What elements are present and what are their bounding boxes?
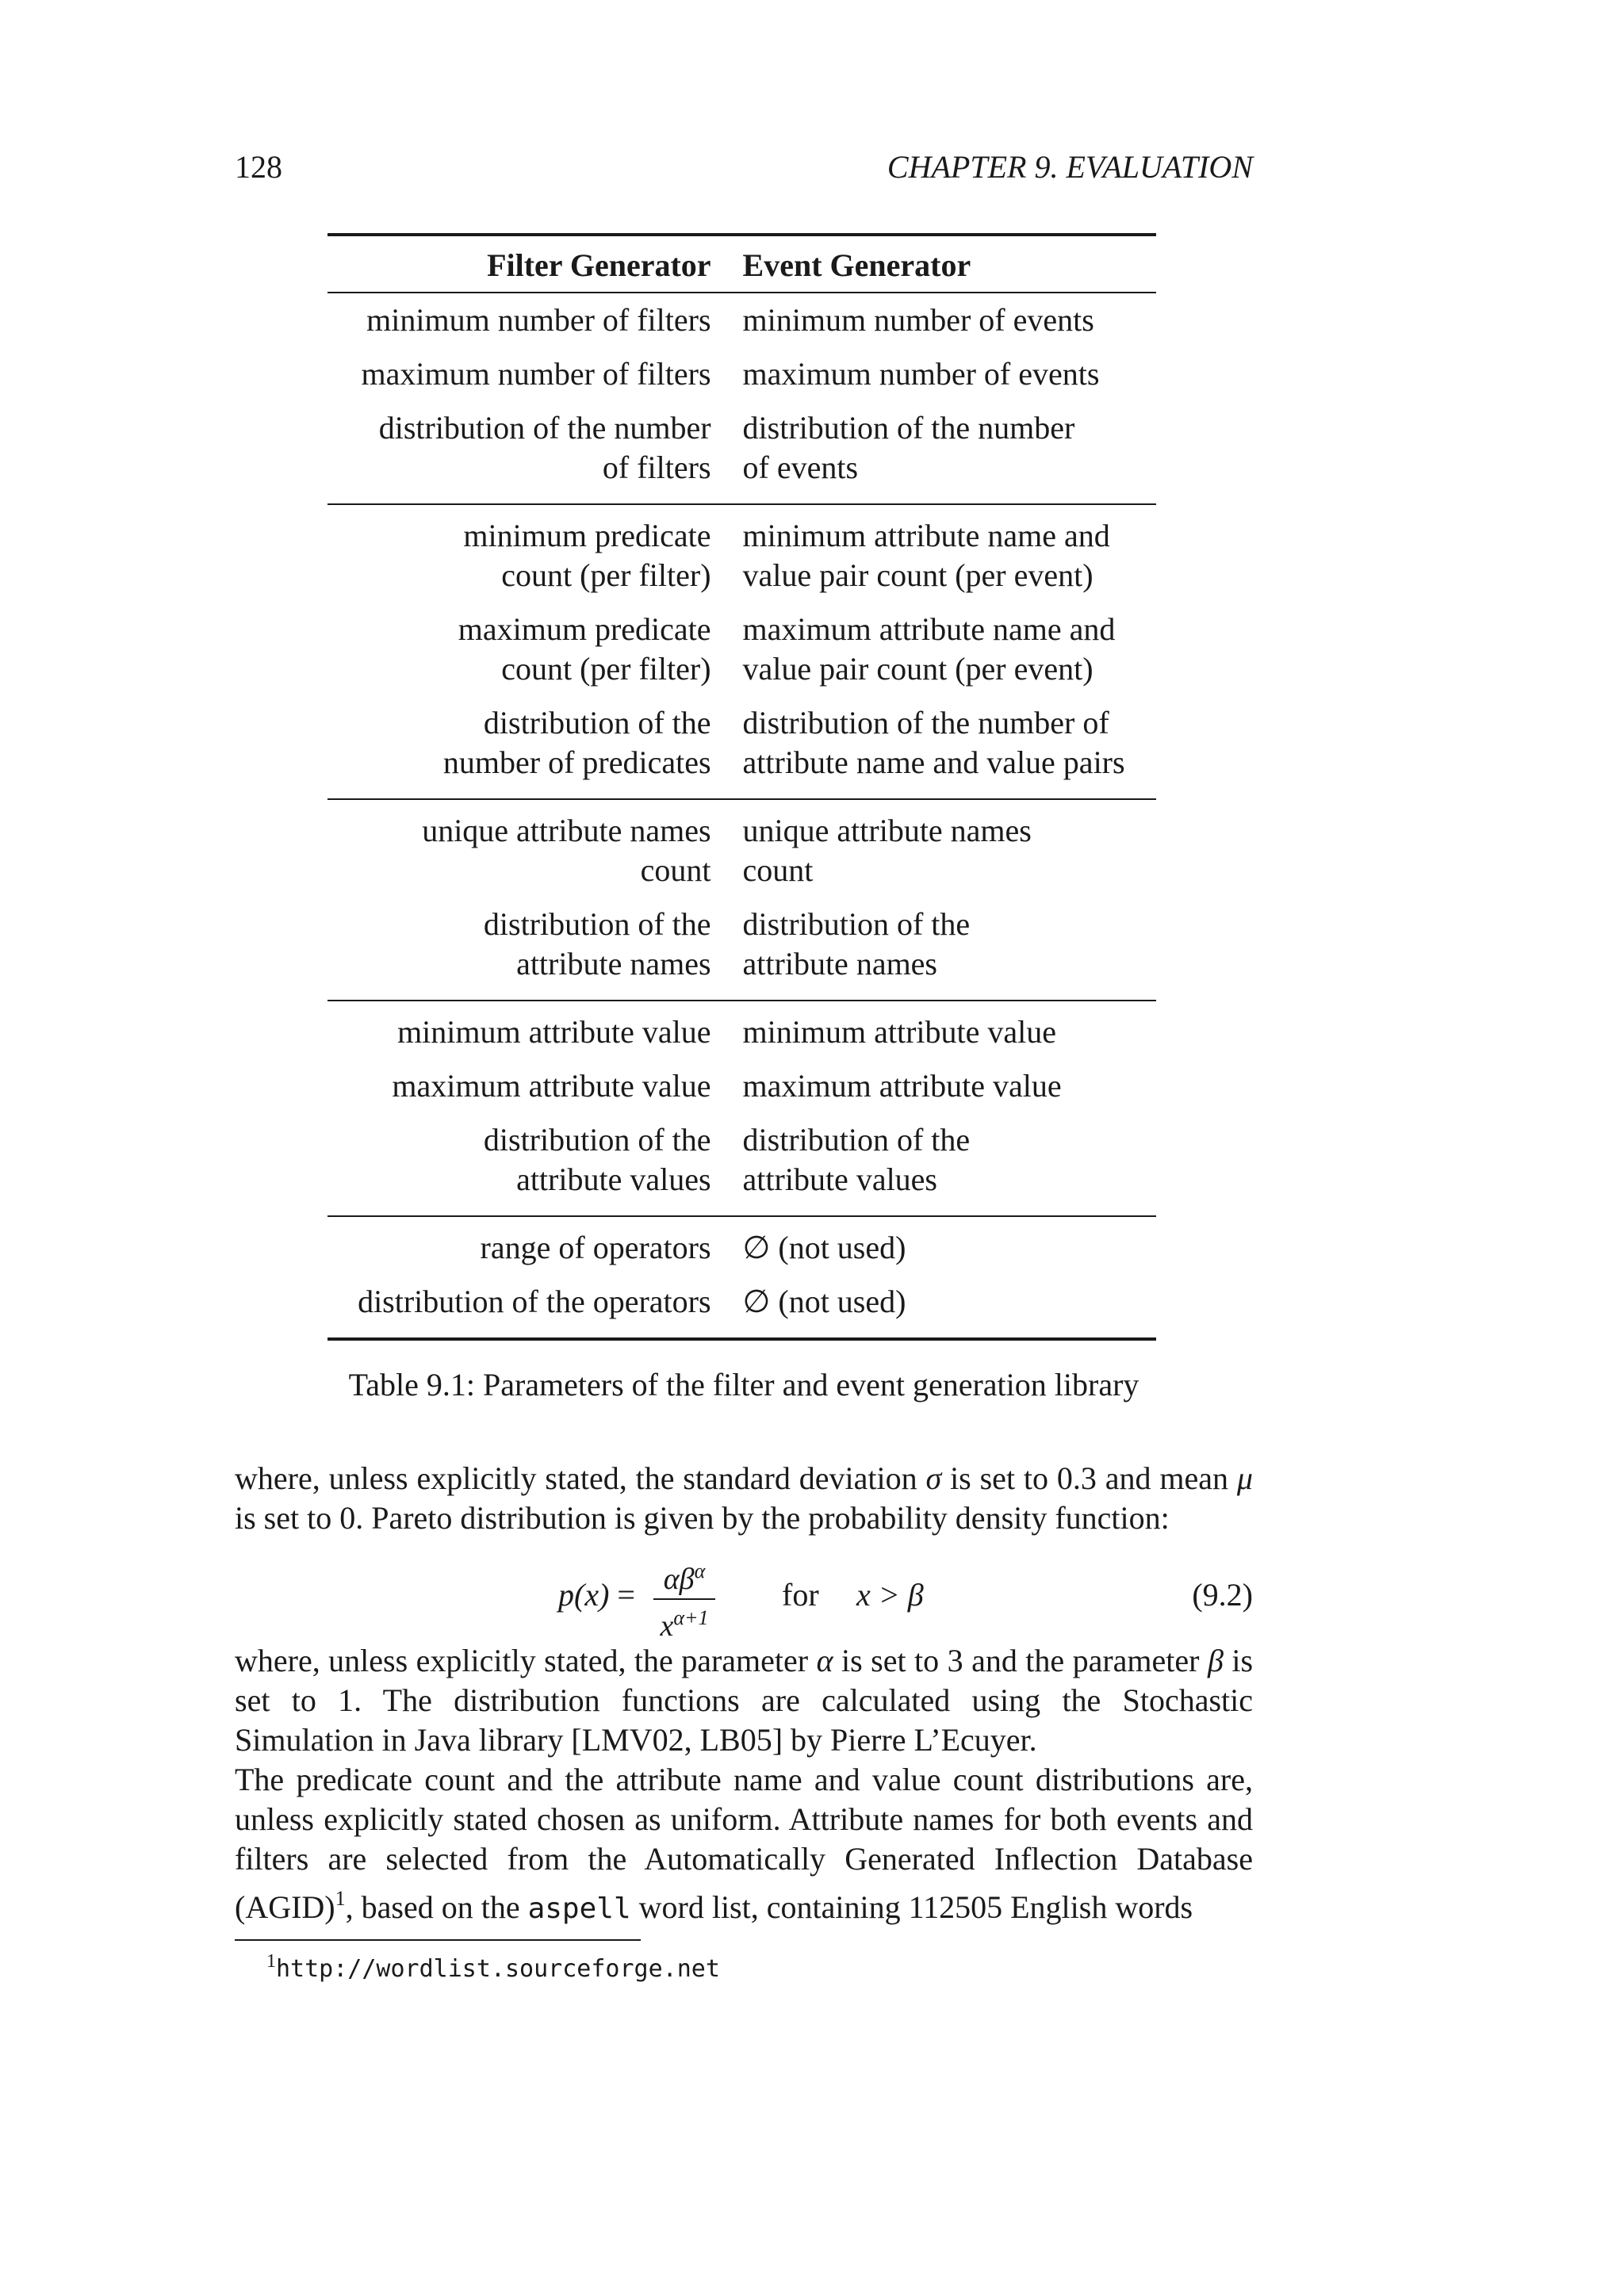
event-generator-cell: minimum number of events [742,302,1094,338]
paragraph-text: , based on the [345,1889,528,1925]
aspell-code: aspell [527,1892,631,1925]
table-row [327,504,1156,603]
table-row [327,696,1156,799]
event-generator-cell: distribution of the attribute values [727,1113,1156,1216]
filter-generator-cell: distribution of the number of predicates [327,696,727,799]
table-caption: Table 9.1: Parameters of the filter and event generation library [348,1367,1139,1402]
page-number: 128 [235,149,282,185]
event-generator-cell: minimum attribute value [742,1014,1056,1050]
table-row [327,1275,1156,1339]
table-row [327,897,1156,1001]
parameters-table [327,233,1156,1341]
footnote [266,1944,720,1987]
paragraph-text: is set to 1. The distribution functions are calculated using the Stochastic Simulation in Java library [LMV02, LB05] by Pierre L’Ecuyer. [235,1643,1254,1758]
filter-generator-cell: unique attribute names count [422,813,711,888]
filter-generator-cell: maximum number of filters [361,356,711,392]
column-header-filter-generator: Filter Generator [327,235,727,293]
event-generator-cell: distribution of the number of events [727,401,1156,504]
beta-symbol: β [1207,1643,1224,1678]
event-generator-cell: maximum attribute name and value pair count (per event) [742,611,1116,687]
equation-number: (9.2) [1192,1577,1253,1613]
paragraph-text: word list, containing 112505 English words [630,1889,1193,1925]
paragraph-attribute-names [235,1760,1253,1929]
filter-generator-cell: minimum number of filters [366,302,711,338]
equation-fraction [653,1554,715,1644]
filter-generator-cell: distribution of the attribute names [327,897,727,1001]
running-head: CHAPTER 9. EVALUATION [887,149,1253,185]
filter-generator-cell: minimum attribute value [397,1014,711,1050]
event-generator-cell: maximum attribute value [742,1068,1062,1104]
event-generator-cell: distribution of the attribute names [727,897,1156,1001]
footnote-url[interactable]: http://wordlist.sourceforge.net [276,1955,720,1983]
table-row [327,347,1156,401]
equation-denominator: $x^{\alpha+1}$ [660,1606,709,1643]
table-body [327,293,1156,1339]
paragraph-text: is set to 0.3 and mean [941,1460,1237,1496]
mu-symbol: μ [1236,1460,1253,1496]
filter-generator-cell: maximum predicate count (per filter) [458,611,711,687]
table-row [327,799,1156,897]
filter-generator-cell: distribution of the number of filters [327,401,727,504]
event-generator-cell: ∅ (not used) [742,1230,906,1265]
table-header-row [327,235,1156,293]
paragraph-text: where, unless explicitly stated, the standard deviation [235,1460,926,1496]
event-generator-cell: minimum attribute name and value pair count (per event) [742,518,1110,593]
event-generator-cell: unique attribute names count [742,813,1032,888]
paragraph-normal-distribution [235,1459,1253,1538]
table-row [327,401,1156,504]
paragraph-text: The predicate count and the attribute name and value count distributions are, unless explicitly stated chosen as uniform. Attribute names for both events and filters are selected from the Automatically Generated Inflection Database (AGID) [235,1762,1253,1925]
column-header-event-generator: Event Generator [727,235,1156,293]
event-generator-cell: maximum number of events [742,356,1100,392]
table-row [327,603,1156,696]
alpha-symbol: α [816,1643,833,1678]
equation-9-2 [235,1554,1253,1643]
equation-for-word: for [782,1577,819,1613]
equation-numerator: $\alpha\beta^\alpha$ [653,1554,715,1600]
filter-generator-cell: distribution of the operators [327,1275,727,1339]
filter-generator-cell: maximum attribute value [392,1068,711,1104]
equation-condition: x > β [856,1577,924,1613]
table-row [327,293,1156,347]
filter-generator-cell: range of operators [480,1230,711,1265]
event-generator-cell: distribution of the number of attribute name and value pairs [727,696,1156,799]
filter-generator-cell: minimum predicate count (per filter) [463,518,711,593]
event-generator-cell: ∅ (not used) [727,1275,1156,1339]
footnote-reference: 1 [335,1887,346,1910]
footnote-mark: 1 [266,1951,276,1972]
paragraph-text: is set to 0. Pareto distribution is given by the probability density function: [235,1500,1170,1536]
footnote-rule [235,1939,641,1941]
sigma-symbol: σ [925,1460,942,1496]
equation-lhs: p(x) = [558,1577,635,1613]
paragraph-pareto-parameters [235,1641,1253,1760]
filter-generator-cell: distribution of the attribute values [327,1113,727,1216]
table-row [327,1113,1156,1216]
table-row [327,1001,1156,1059]
table-row [327,1059,1156,1113]
table-row [327,1216,1156,1275]
paragraph-text: where, unless explicitly stated, the parameter [235,1643,817,1678]
paragraph-text: is set to 3 and the parameter [833,1643,1208,1678]
